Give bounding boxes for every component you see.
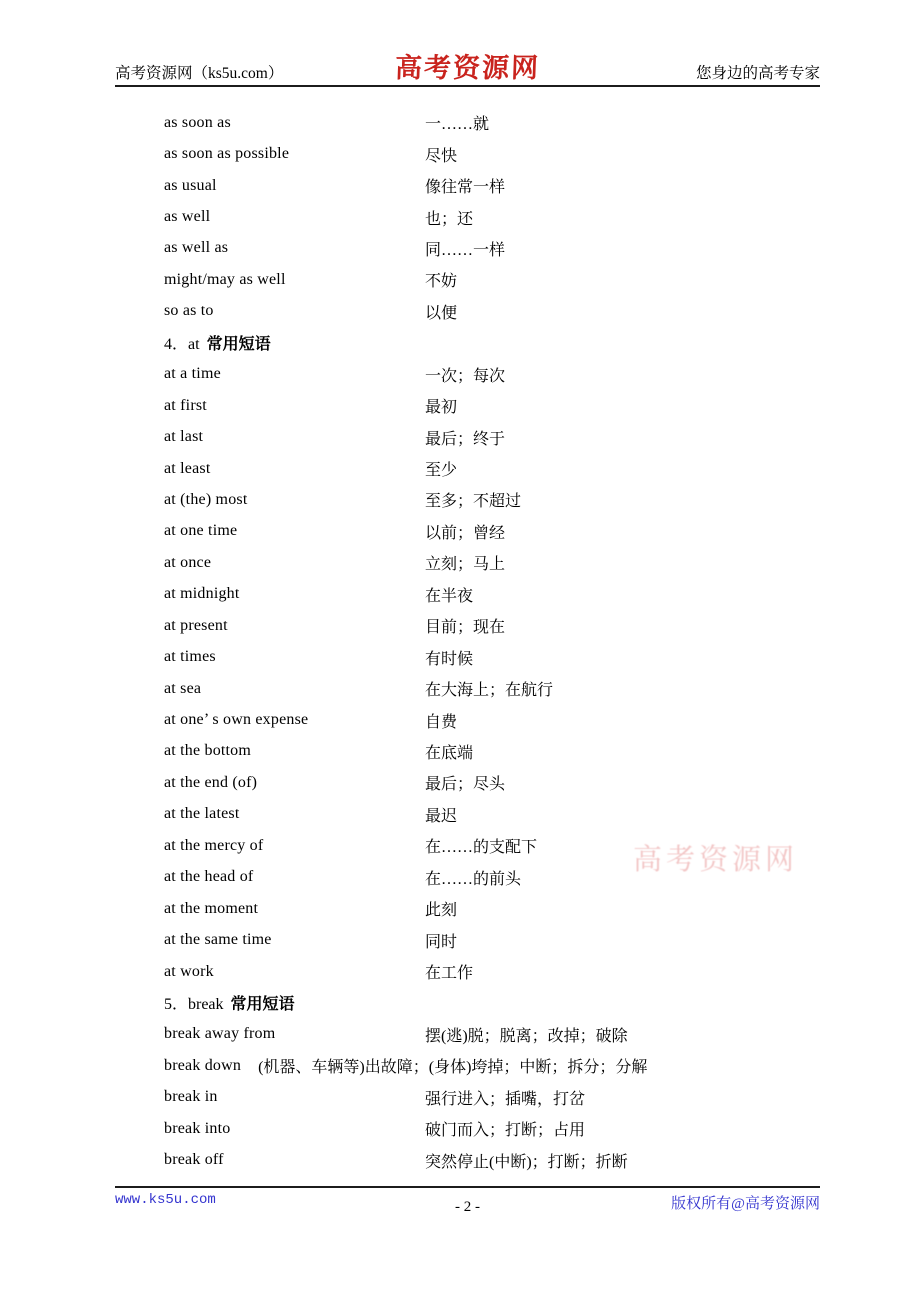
- phrase-chinese: 一……就: [425, 116, 490, 134]
- phrase-chinese: 突然停止(中断)；打断；折断: [425, 1153, 628, 1171]
- phrase-chinese: 在大海上；在航行: [425, 682, 554, 700]
- phrase-chinese: 不妨: [425, 273, 458, 291]
- phrase-english: break off: [164, 1151, 224, 1169]
- watermark: 高考资源网: [633, 844, 799, 876]
- phrase-english: at once: [164, 553, 212, 571]
- phrase-chinese: 有时候: [425, 650, 474, 668]
- phrase-row: [164, 484, 844, 515]
- phrase-english: break into: [164, 1119, 231, 1137]
- phrase-english: at work: [164, 962, 214, 980]
- phrase-chinese: 在工作: [425, 965, 474, 983]
- phrase-row: [164, 956, 844, 987]
- section-heading-label: 常用短语: [230, 996, 295, 1014]
- phrase-row: [164, 1113, 844, 1144]
- phrase-row: [164, 830, 844, 861]
- phrase-chinese: 目前；现在: [425, 619, 506, 637]
- phrase-english: at the end (of): [164, 773, 258, 791]
- phrase-row: [164, 233, 844, 264]
- phrase-chinese: 最迟: [425, 807, 458, 825]
- section-heading: [164, 987, 844, 1018]
- phrase-english: at the moment: [164, 899, 259, 917]
- phrase-english: so as to: [164, 302, 214, 320]
- phrase-english: at sea: [164, 679, 202, 697]
- phrase-chinese: 尽快: [425, 147, 458, 165]
- phrase-chinese: 以便: [425, 304, 458, 322]
- phrase-english: break in: [164, 1088, 218, 1106]
- phrase-chinese: 也；还: [425, 210, 474, 228]
- footer-copyright: 版权所有@高考资源网: [671, 1196, 820, 1212]
- phrase-chinese: 在底端: [425, 744, 474, 762]
- phrase-chinese: 破门而入；打断；占用: [425, 1122, 586, 1140]
- phrase-row: [164, 736, 844, 767]
- phrase-row: [164, 453, 844, 484]
- phrase-row: [164, 799, 844, 830]
- phrase-row: [164, 201, 844, 232]
- phrase-english: at the mercy of: [164, 836, 264, 854]
- section-heading-prefix: 4．at: [164, 336, 200, 354]
- phrase-english: at least: [164, 459, 211, 477]
- phrase-row: [164, 893, 844, 924]
- phrase-english: at last: [164, 428, 204, 446]
- phrase-row: [164, 1019, 844, 1050]
- phrase-english: at times: [164, 648, 216, 666]
- page-footer: [115, 1192, 820, 1216]
- phrase-english: break away from: [164, 1025, 276, 1043]
- phrase-list: [164, 107, 844, 1176]
- phrase-row: [164, 1144, 844, 1175]
- phrase-chinese: 以前；曾经: [425, 524, 506, 542]
- phrase-english: at the latest: [164, 805, 240, 823]
- phrase-row: [164, 390, 844, 421]
- page-header: [115, 42, 820, 84]
- phrase-english: at (the) most: [164, 490, 248, 508]
- phrase-row: [164, 170, 844, 201]
- phrase-chinese: 至多；不超过: [425, 493, 522, 511]
- phrase-chinese: 在……的前头: [425, 870, 522, 888]
- phrase-row: [164, 547, 844, 578]
- phrase-chinese: 此刻: [425, 902, 458, 920]
- phrase-chinese: 一次；每次: [425, 367, 506, 385]
- site-logo: 高考资源网: [394, 53, 541, 83]
- phrase-english: as well: [164, 208, 211, 226]
- phrase-english: as well as: [164, 239, 229, 257]
- phrase-row: [164, 704, 844, 735]
- phrase-row: [164, 421, 844, 452]
- section-heading-label: 常用短语: [206, 336, 271, 354]
- phrase-row: [164, 107, 844, 138]
- header-slogan: 您身边的高考专家: [695, 65, 820, 82]
- phrase-row: [164, 1050, 844, 1081]
- header-divider: [115, 85, 820, 87]
- footer-url[interactable]: www.ks5u.com: [115, 1192, 216, 1208]
- phrase-english: at midnight: [164, 585, 240, 603]
- phrase-row: [164, 516, 844, 547]
- phrase-english: at the head of: [164, 868, 254, 886]
- phrase-english: as usual: [164, 176, 217, 194]
- phrase-row: [164, 296, 844, 327]
- phrase-chinese: 至少: [425, 462, 458, 480]
- phrase-english: at a time: [164, 365, 221, 383]
- phrase-chinese: 同时: [425, 933, 458, 951]
- phrase-chinese: 强行进入；插嘴，打岔: [425, 1090, 586, 1108]
- section-heading-prefix: 5．break: [164, 996, 224, 1014]
- phrase-english: at one’ s own expense: [164, 711, 309, 729]
- phrase-chinese: 同……一样: [425, 241, 506, 259]
- phrase-chinese: 最后；终于: [425, 430, 506, 448]
- phrase-row: [164, 1082, 844, 1113]
- phrase-english: at the bottom: [164, 742, 252, 760]
- phrase-chinese: 像往常一样: [425, 179, 506, 197]
- phrase-english: at one time: [164, 522, 238, 540]
- phrase-chinese: 在……的支配下: [425, 839, 538, 857]
- header-site-name: 高考资源网（ks5u.com）: [115, 65, 284, 82]
- phrase-row: [164, 641, 844, 672]
- phrase-row: [164, 138, 844, 169]
- phrase-row: [164, 579, 844, 610]
- phrase-english: at present: [164, 616, 228, 634]
- phrase-chinese: 在半夜: [425, 587, 474, 605]
- phrase-row: [164, 264, 844, 295]
- phrase-chinese: 摆(逃)脱；脱离；改掉；破除: [425, 1027, 628, 1045]
- phrase-row: [164, 767, 844, 798]
- footer-divider: [115, 1186, 820, 1188]
- page-number: - 2 -: [455, 1199, 480, 1215]
- phrase-row: [164, 610, 844, 641]
- phrase-row: [164, 924, 844, 955]
- phrase-chinese: (机器、车辆等)出故障；(身体)垮掉；中断；拆分；分解: [258, 1059, 648, 1077]
- phrase-english: as soon as possible: [164, 145, 290, 163]
- phrase-row: [164, 862, 844, 893]
- phrase-english: might/may as well: [164, 270, 286, 288]
- phrase-chinese: 自费: [425, 713, 458, 731]
- phrase-row: [164, 359, 844, 390]
- phrase-english: break down: [164, 1056, 242, 1074]
- phrase-row: [164, 673, 844, 704]
- section-heading: [164, 327, 844, 358]
- phrase-english: as soon as: [164, 113, 231, 131]
- phrase-chinese: 最初: [425, 399, 458, 417]
- phrase-english: at the same time: [164, 931, 272, 949]
- phrase-english: at first: [164, 396, 207, 414]
- phrase-chinese: 立刻；马上: [425, 556, 506, 574]
- phrase-chinese: 最后；尽头: [425, 776, 506, 794]
